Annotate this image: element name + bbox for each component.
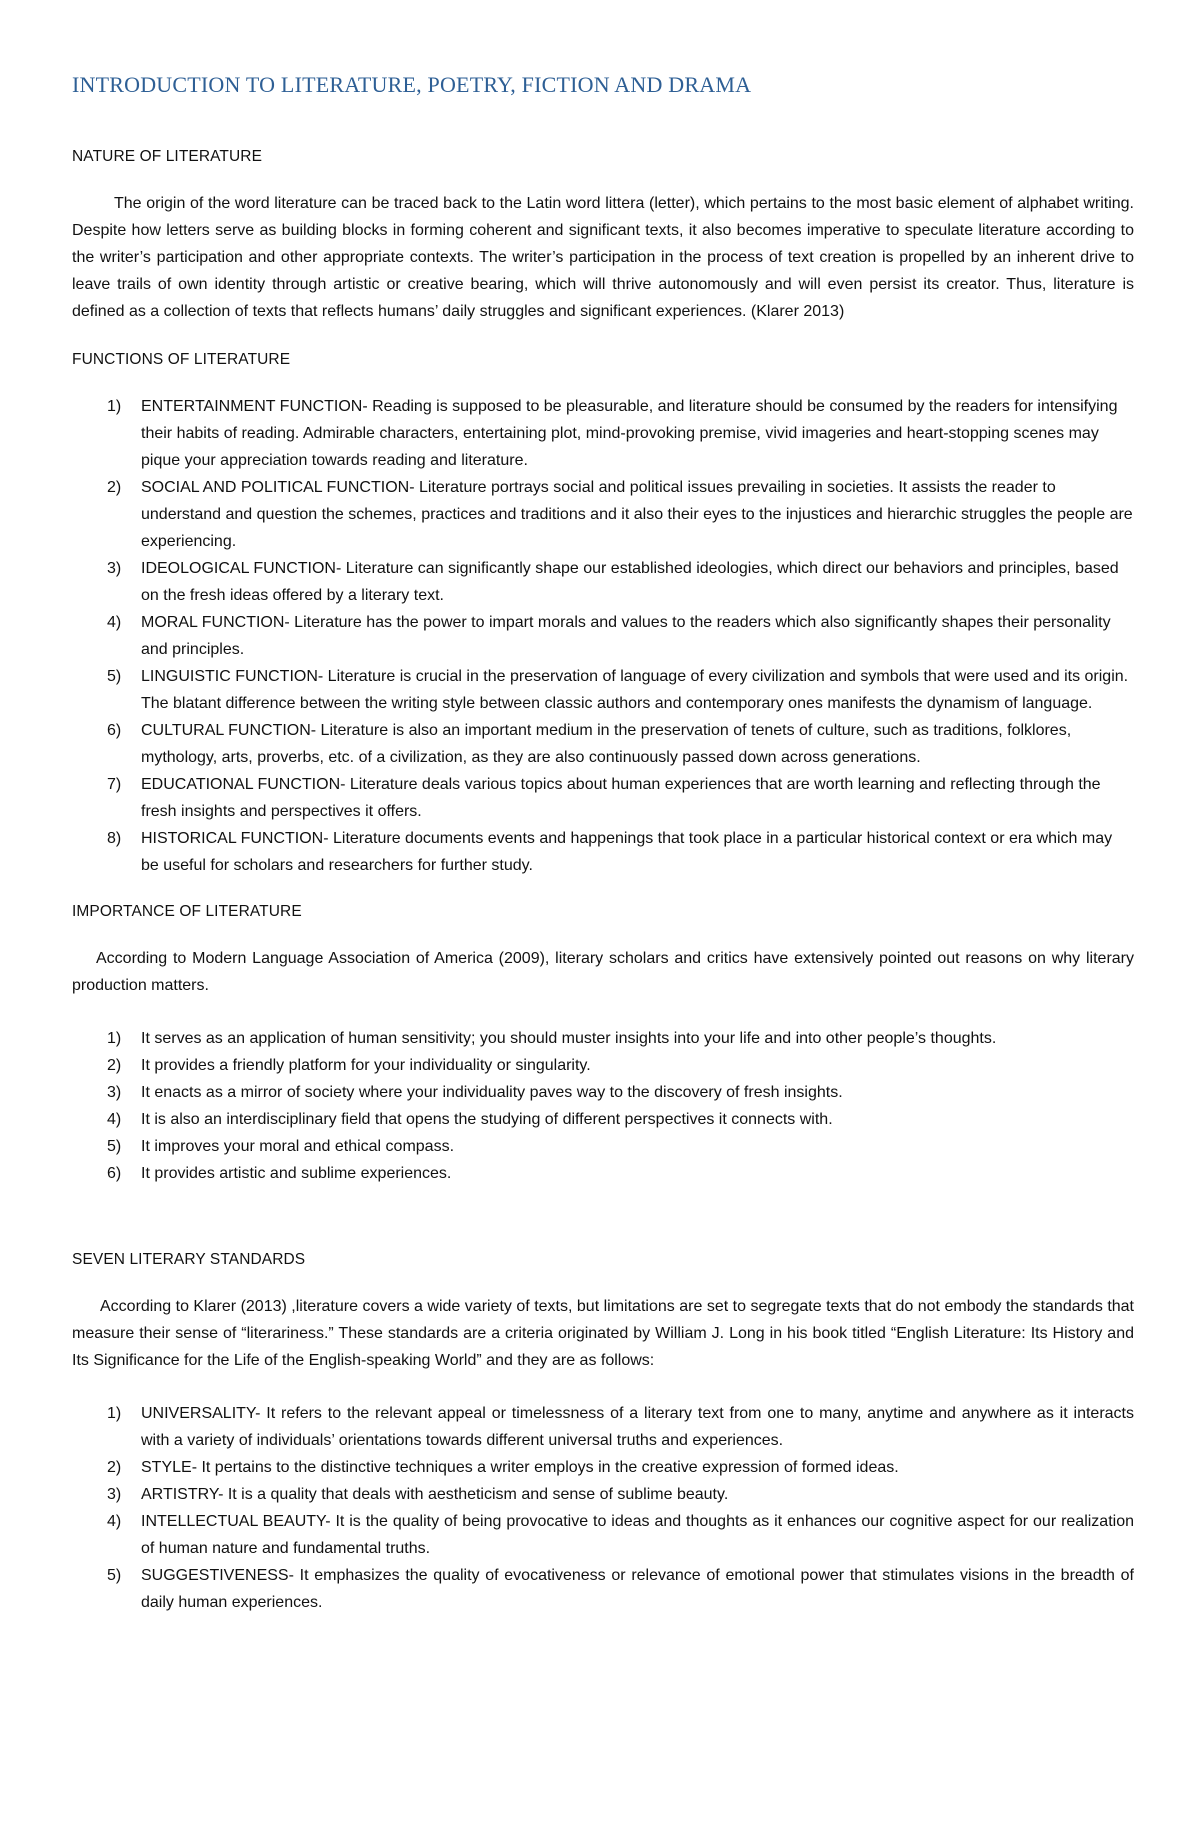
list-item-text: SUGGESTIVENESS- It emphasizes the quality of evocativeness or relevance of emotional power that stimulates visions in the breadth of daily human experiences. [141,1567,1134,1611]
list-number: 3) [107,1486,122,1503]
list-item [72,663,1134,717]
nature-paragraph: The origin of the word literature can be traced back to the Latin word littera (letter), which pertains to the most basic element of alphabet writing. Despite how letters serve as building blocks in forming coherent and significant texts, it also becomes imperative to speculate literature according to the writer’s participation and other appropriate contexts. The writer’s participation in the process of text creation is propelled by an inherent drive to leave trails of own identity through artistic or creative bearing, which will thrive autonomously and will even persist its creator. Thus, literature is defined as a collection of texts that reflects humans’ daily struggles and significant experiences. (Klarer 2013) [72,195,1134,320]
list-item [72,1160,1134,1187]
nature-heading: NATURE OF LITERATURE [72,148,263,165]
list-item-text: It provides a friendly platform for your individuality or singularity. [141,1057,591,1074]
list-number: 6) [107,722,122,739]
list-item [72,1508,1134,1562]
list-number: 2) [107,479,122,496]
list-item-text: UNIVERSALITY- It refers to the relevant appeal or timelessness of a literary text from one to many, anytime and anywhere as it interacts with a variety of individuals’ orientations towards different universal truths and experiences. [141,1405,1134,1449]
list-number: 2) [107,1057,122,1074]
list-item [72,1562,1134,1616]
importance-paragraph: According to Modern Language Association of America (2009), literary scholars and critics have extensively pointed out reasons on why literary production matters. [72,950,1134,994]
list-item [72,1052,1134,1079]
list-item-text: STYLE- It pertains to the distinctive techniques a writer employs in the creative expression of formed ideas. [141,1459,899,1476]
list-number: 3) [107,1084,122,1101]
list-item-text: It serves as an application of human sensitivity; you should muster insights into your life and into other people’s thoughts. [141,1030,997,1047]
section-spacer [72,1211,1134,1251]
document-title: INTRODUCTION TO LITERATURE, POETRY, FICTION AND DRAMA [72,72,752,97]
list-number: 5) [107,1138,122,1155]
standards-heading: SEVEN LITERARY STANDARDS [72,1251,306,1268]
list-item [72,771,1134,825]
list-item [72,1400,1134,1454]
list-item [72,555,1134,609]
list-number: 1) [107,1030,122,1047]
list-number: 4) [107,1111,122,1128]
list-item [72,1025,1134,1052]
list-number: 4) [107,614,122,631]
importance-heading: IMPORTANCE OF LITERATURE [72,903,302,920]
standards-paragraph: According to Klarer (2013) ,literature covers a wide variety of texts, but limitations are set to segregate texts that do not embody the standards that measure their sense of “literariness.” These standards are a criteria originated by William J. Long in his book titled “English Literature: Its History and Its Significance for the Life of the English-speaking World” and they are as follows: [72,1298,1134,1369]
list-item-text: It improves your moral and ethical compass. [141,1138,455,1155]
list-item-text: ENTERTAINMENT FUNCTION- Reading is supposed to be pleasurable, and literature should be consumed by the readers for intensifying their habits of reading. Admirable characters, entertaining plot, mind-provoking premise, vivid imageries and heart-stopping scenes may pique your appreciation towards reading and literature. [141,398,1118,469]
list-number: 4) [107,1513,122,1530]
list-item-text: INTELLECTUAL BEAUTY- It is the quality of being provocative to ideas and thoughts as it enhances our cognitive aspect for our realization of human nature and fundamental truths. [141,1513,1134,1557]
list-item-text: SOCIAL AND POLITICAL FUNCTION- Literature portrays social and political issues prevailing in societies. It assists the reader to understand and question the schemes, practices and traditions and it also their eyes to the injustices and hierarchic struggles the people are experiencing. [141,479,1133,550]
list-item-text: HISTORICAL FUNCTION- Literature documents events and happenings that took place in a particular historical context or era which may be useful for scholars and researchers for further study. [141,830,1113,874]
list-item [72,825,1134,879]
list-number: 3) [107,560,122,577]
list-number: 1) [107,1405,122,1422]
list-item-text: MORAL FUNCTION- Literature has the power to impart morals and values to the readers which also significantly shapes their personality and principles. [141,614,1111,658]
list-number: 1) [107,398,122,415]
list-item-text: EDUCATIONAL FUNCTION- Literature deals various topics about human experiences that are worth learning and reflecting through the fresh insights and perspectives it offers. [141,776,1101,820]
list-number: 6) [107,1165,122,1182]
list-number: 2) [107,1459,122,1476]
list-item-text: IDEOLOGICAL FUNCTION- Literature can significantly shape our established ideologies, which direct our behaviors and principles, based on the fresh ideas offered by a literary text. [141,560,1119,604]
list-number: 8) [107,830,122,847]
list-item-text: It enacts as a mirror of society where your individuality paves way to the discovery of fresh insights. [141,1084,843,1101]
list-item [72,393,1134,474]
list-number: 5) [107,668,122,685]
list-item-text: ARTISTRY- It is a quality that deals with aestheticism and sense of sublime beauty. [141,1486,729,1503]
list-item-text: It is also an interdisciplinary field that opens the studying of different perspectives it connects with. [141,1111,833,1128]
list-item [72,717,1134,771]
list-item [72,1079,1134,1106]
list-item [72,1133,1134,1160]
list-item [72,1106,1134,1133]
document-page [72,72,1134,1640]
list-number: 5) [107,1567,122,1584]
list-item [72,609,1134,663]
list-item [72,474,1134,555]
list-number: 7) [107,776,122,793]
importance-list [72,1025,1134,1187]
standards-list [72,1400,1134,1616]
list-item-text: CULTURAL FUNCTION- Literature is also an important medium in the preservation of tenets of culture, such as traditions, folklores, mythology, arts, proverbs, etc. of a civilization, as they are also continuously passed down across generations. [141,722,1072,766]
list-item [72,1454,1134,1481]
functions-list [72,393,1134,879]
list-item [72,1481,1134,1508]
list-item-text: LINGUISTIC FUNCTION- Literature is crucial in the preservation of language of every civilization and symbols that were used and its origin. The blatant difference between the writing style between classic authors and contemporary ones manifests the dynamism of language. [141,668,1129,712]
functions-heading: FUNCTIONS OF LITERATURE [72,351,291,368]
list-item-text: It provides artistic and sublime experiences. [141,1165,452,1182]
